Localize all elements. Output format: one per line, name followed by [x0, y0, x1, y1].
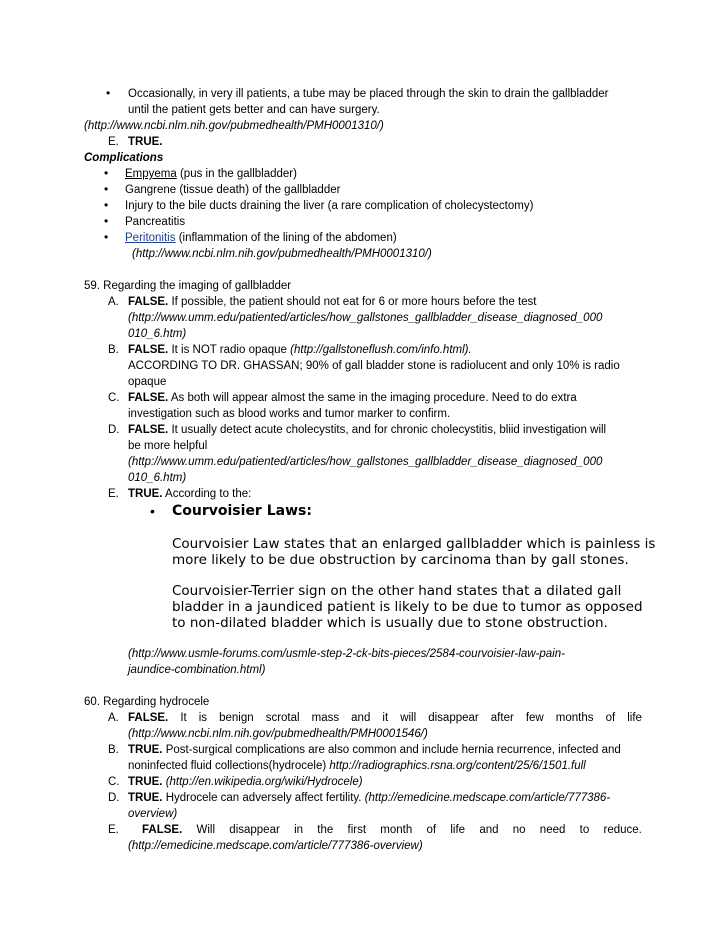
laws-text: more likely to be due obstruction by carcinoma than by gall stones. — [172, 552, 629, 568]
answer-letter: E. — [108, 824, 119, 836]
answer-text: FALSE. As both will appear almost the same in the imaging procedure. Need to do extra — [128, 392, 577, 404]
answer-text: FALSE. It is NOT radio opaque (http://gallstoneflush.com/info.html). — [128, 344, 472, 356]
reference-link[interactable]: 010_6.htm) — [128, 328, 187, 340]
answer-letter: A. — [108, 296, 119, 308]
list-item: Peritonitis (inflammation of the lining of the abdomen) — [125, 232, 397, 244]
answer-text: TRUE. Post-surgical complications are also common and include hernia recurrence, infected and — [128, 744, 621, 756]
laws-text: Courvoisier-Terrier sign on the other hand states that a dilated gall — [172, 583, 622, 599]
answer-text: FALSE. It is benign scrotal mass and it will disappear after few months of life — [128, 712, 642, 724]
answer-text: opaque — [128, 376, 167, 388]
bullet-icon: • — [104, 166, 109, 180]
laws-text: Courvoisier Law states that an enlarged gallbladder which is painless is — [172, 536, 656, 552]
body-text: Occasionally, in very ill patients, a tube may be placed through the skin to drain the gallbladder — [128, 88, 609, 100]
reference-link[interactable]: (http://www.umm.edu/patiented/articles/how_gallstones_gallbladder_disease_diagnosed_000 — [128, 312, 603, 324]
bullet-icon: • — [104, 214, 109, 228]
answer-verdict: TRUE. — [128, 136, 163, 148]
answer-text: noninfected fluid collections(hydrocele) http://radiographics.rsna.org/content/25/6/1501.full — [128, 760, 586, 772]
bullet-icon: • — [150, 503, 155, 519]
laws-heading: Courvoisier Laws: — [172, 503, 312, 519]
body-text: until the patient gets better and can have surgery. — [128, 104, 380, 116]
reference-link[interactable]: (http://www.usmle-forums.com/usmle-step-2-ck-bits-pieces/2584-courvoisier-law-pain- — [128, 648, 565, 660]
answer-text: FALSE. It usually detect acute cholecystits, and for chronic cholecystitis, bliid investigation will — [128, 424, 607, 436]
answer-text: ACCORDING TO DR. GHASSAN; 90% of gall bladder stone is radiolucent and only 10% is radio — [128, 360, 620, 372]
reference-link[interactable]: overview) — [128, 808, 178, 820]
reference-link[interactable]: 010_6.htm) — [128, 472, 187, 484]
bullet-icon: • — [104, 182, 109, 196]
answer-text: be more helpful — [128, 440, 208, 452]
bullet-icon: • — [104, 198, 109, 212]
answer-text: TRUE. (http://en.wikipedia.org/wiki/Hydrocele) — [128, 776, 363, 788]
reference-link[interactable]: jaundice-combination.html) — [128, 664, 266, 676]
list-item: Empyema (pus in the gallbladder) — [125, 168, 297, 180]
reference-link[interactable]: http://radiographics.rsna.org/content/25/6/1501.full — [329, 760, 586, 772]
answer-letter: C. — [108, 392, 120, 404]
answer-letter: B. — [108, 744, 119, 756]
reference-link[interactable]: (http://en.wikipedia.org/wiki/Hydrocele) — [162, 776, 363, 788]
reference-link[interactable]: (http://www.ncbi.nlm.nih.gov/pubmedhealth/PMH0001546/) — [128, 728, 428, 740]
answer-text: investigation such as blood works and tumor marker to confirm. — [128, 408, 451, 420]
question-title: 60. Regarding hydrocele — [84, 696, 210, 708]
answer-letter: A. — [108, 712, 119, 724]
answer-letter: E. — [108, 488, 119, 500]
answer-text: FALSE. Will disappear in the first month of life and no need to reduce. — [142, 824, 642, 836]
list-item: Pancreatitis — [125, 216, 186, 228]
reference-link[interactable]: (http://www.ncbi.nlm.nih.gov/pubmedhealth/PMH0001310/) — [84, 120, 384, 132]
term-link[interactable]: Peritonitis — [125, 232, 176, 244]
laws-text: bladder in a jaundiced patient is likely to be due to tumor as opposed — [172, 599, 643, 615]
answer-letter: D. — [108, 424, 120, 436]
answer-letter: E. — [108, 136, 119, 148]
bullet-icon: • — [106, 86, 111, 100]
list-item: Gangrene (tissue death) of the gallbladder — [125, 184, 341, 196]
bullet-icon: • — [104, 230, 109, 244]
answer-letter: C. — [108, 776, 120, 788]
answer-text: TRUE. Hydrocele can adversely affect fertility. (http://emedicine.medscape.com/article/777386- — [128, 792, 611, 804]
answer-text: TRUE. According to the: — [128, 488, 252, 500]
question-title: 59. Regarding the imaging of gallbladder — [84, 280, 292, 292]
list-item: Injury to the bile ducts draining the liver (a rare complication of cholecystectomy) — [125, 200, 534, 212]
answer-text: FALSE. If possible, the patient should not eat for 6 or more hours before the test — [128, 296, 537, 308]
laws-text: to non-dilated bladder which is usually due to stone obstruction. — [172, 615, 608, 631]
reference-link[interactable]: (http://www.umm.edu/patiented/articles/how_gallstones_gallbladder_disease_diagnosed_000 — [128, 456, 603, 468]
answer-letter: D. — [108, 792, 120, 804]
reference-link[interactable]: (http://gallstoneflush.com/info.html). — [290, 344, 472, 356]
reference-link[interactable]: (http://www.ncbi.nlm.nih.gov/pubmedhealth/PMH0001310/) — [132, 248, 432, 260]
term-link[interactable]: Empyema — [125, 168, 177, 180]
reference-link[interactable]: (http://emedicine.medscape.com/article/777386- — [364, 792, 611, 804]
section-heading: Complications — [84, 152, 164, 164]
reference-link[interactable]: (http://emedicine.medscape.com/article/777386-overview) — [128, 840, 423, 852]
answer-letter: B. — [108, 344, 119, 356]
